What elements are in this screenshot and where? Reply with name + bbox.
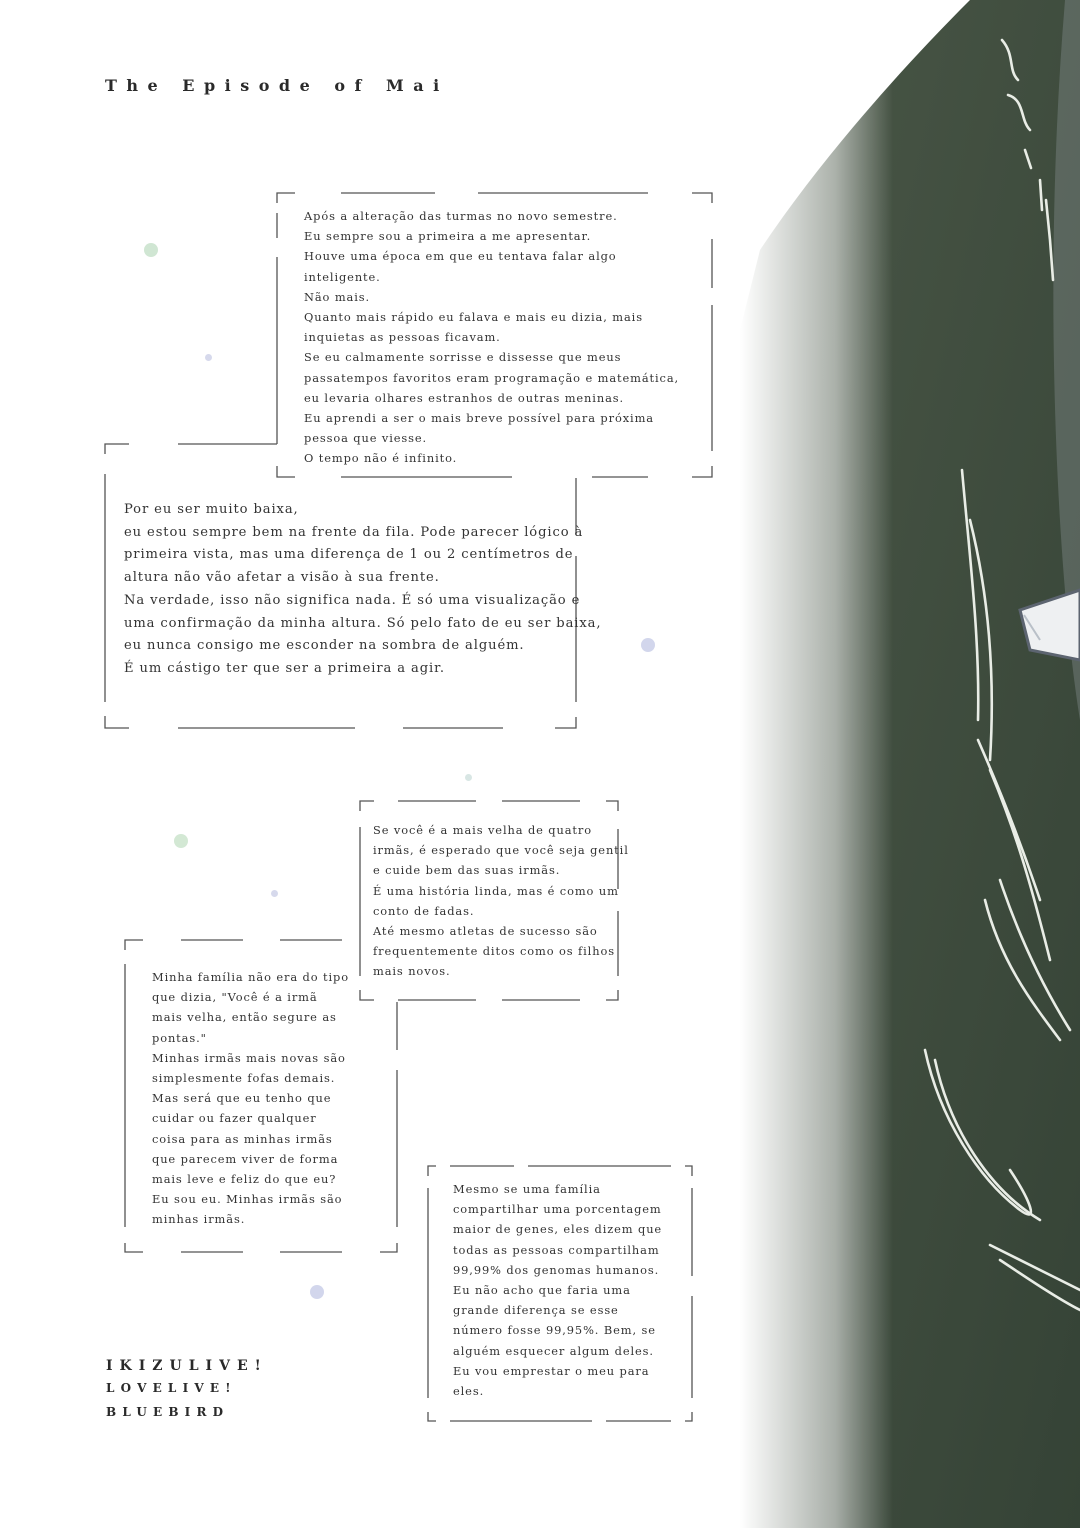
text-line: Mas será que eu tenho que (152, 1091, 332, 1106)
paragraph (453, 1179, 662, 1401)
text-box-class-change (277, 193, 713, 478)
text-line: Eu sou eu. Minhas irmãs são (152, 1192, 343, 1207)
text-line: O tempo não é infinito. (304, 451, 458, 466)
text-line: Minhas irmãs mais novas são (152, 1050, 346, 1065)
text-line: eu estou sempre bem na frente da fila. Pode parecer lógico à (124, 524, 584, 540)
text-line: eu nunca consigo me esconder na sombra de alguém. (124, 638, 525, 654)
text-line: irmãs, é esperado que você seja gentil (373, 843, 629, 858)
text-line: Se eu calmamente sorrisse e dissesse que meus (304, 350, 622, 365)
text-line: inteligente. (304, 269, 381, 284)
text-line: mais novos. (373, 964, 451, 979)
paragraph (124, 499, 601, 681)
decorative-dot (144, 243, 158, 257)
text-line: mais velha, então segure as (152, 1010, 337, 1025)
text-line: número fosse 99,95%. Bem, se (453, 1323, 656, 1338)
text-line: conto de fadas. (373, 903, 475, 918)
edge-fade (740, 0, 1080, 1528)
text-box-genes (428, 1166, 693, 1422)
text-line: uma confirmação da minha altura. Só pelo fato de eu ser baixa, (124, 615, 602, 631)
text-line: Eu aprendi a ser o mais breve possível para próxima (304, 411, 654, 426)
text-line: frequentemente ditos como os filhos (373, 944, 615, 959)
text-line: grande diferença se esse (453, 1303, 619, 1318)
text-line: passatempos favoritos eram programação e matemática, (304, 370, 680, 385)
paragraph (304, 206, 679, 469)
text-line: Eu sempre sou a primeira a me apresentar. (304, 229, 592, 244)
text-line: Quanto mais rápido eu falava e mais eu dizia, mais (304, 310, 643, 325)
decorative-dot (310, 1285, 324, 1299)
text-line: simplesmente fofas demais. (152, 1071, 336, 1086)
decorative-dot (641, 638, 655, 652)
text-line: inquietas as pessoas ficavam. (304, 330, 501, 345)
text-line: Se você é a mais velha de quatro (373, 823, 592, 837)
text-line: Por eu ser muito baixa, (124, 502, 299, 517)
text-line: primeira vista, mas uma diferença de 1 ou 2 centímetros de (124, 547, 574, 563)
page-title: The Episode of Mai (105, 76, 449, 95)
text-line: todas as pessoas compartilham (453, 1242, 660, 1257)
chalkboard-illustration (740, 0, 1080, 1528)
text-line: que dizia, "Você é a irmã (152, 990, 318, 1005)
text-line: 99,99% dos genomas humanos. (453, 1262, 660, 1277)
text-line: É um cástigo ter que ser a primeira a agir. (124, 660, 445, 676)
text-line: Minha família não era do tipo (152, 970, 349, 984)
text-box-eldest-sister (360, 801, 629, 1001)
text-line: compartilhar uma porcentagem (453, 1202, 662, 1217)
decorative-dot (205, 354, 212, 361)
text-box-height (105, 444, 602, 729)
brand-footer (106, 1356, 268, 1424)
text-line: Eu não acho que faria uma (453, 1283, 631, 1298)
text-line: e cuide bem das suas irmãs. (373, 863, 561, 878)
text-line: que parecem viver de forma (152, 1151, 339, 1166)
text-box-family (125, 940, 398, 1253)
text-line: Na verdade, isso não significa nada. É só uma visualização e (124, 592, 581, 608)
text-line: pontas." (152, 1030, 207, 1045)
brand-line-lovelive: LOVELIVE! (106, 1381, 237, 1395)
text-line: Até mesmo atletas de sucesso são (373, 924, 598, 939)
text-line: minhas irmãs. (152, 1212, 246, 1227)
text-line: Não mais. (304, 289, 371, 304)
text-line: Eu vou emprestar o meu para (453, 1363, 650, 1378)
text-line: mais leve e feliz do que eu? (152, 1172, 337, 1187)
text-line: pessoa que viesse. (304, 431, 428, 446)
text-line: Houve uma época em que eu tentava falar algo (304, 249, 617, 264)
text-line: maior de genes, eles dizem que (453, 1222, 663, 1237)
decorative-dot (465, 774, 472, 781)
text-line: Após a alteração das turmas no novo semestre. (304, 209, 618, 223)
text-line: coisa para as minhas irmãs (152, 1131, 333, 1146)
paragraph (373, 820, 629, 982)
paragraph (152, 967, 349, 1230)
decorative-dot (174, 834, 188, 848)
decorative-dot (271, 890, 278, 897)
text-line: alguém esquecer algum deles. (453, 1343, 654, 1358)
text-line: altura não vão afetar a visão à sua frente. (124, 570, 440, 586)
brand-line-ikizulive: IKIZULIVE! (106, 1358, 268, 1374)
text-line: cuidar ou fazer qualquer (152, 1111, 317, 1126)
text-line: É uma história linda, mas é como um (373, 883, 619, 898)
text-line: eu levaria olhares estranhos de outras meninas. (304, 390, 625, 405)
text-line: Mesmo se uma família (453, 1182, 601, 1196)
text-line: eles. (453, 1384, 485, 1399)
brand-line-bluebird: BLUEBIRD (106, 1405, 230, 1419)
